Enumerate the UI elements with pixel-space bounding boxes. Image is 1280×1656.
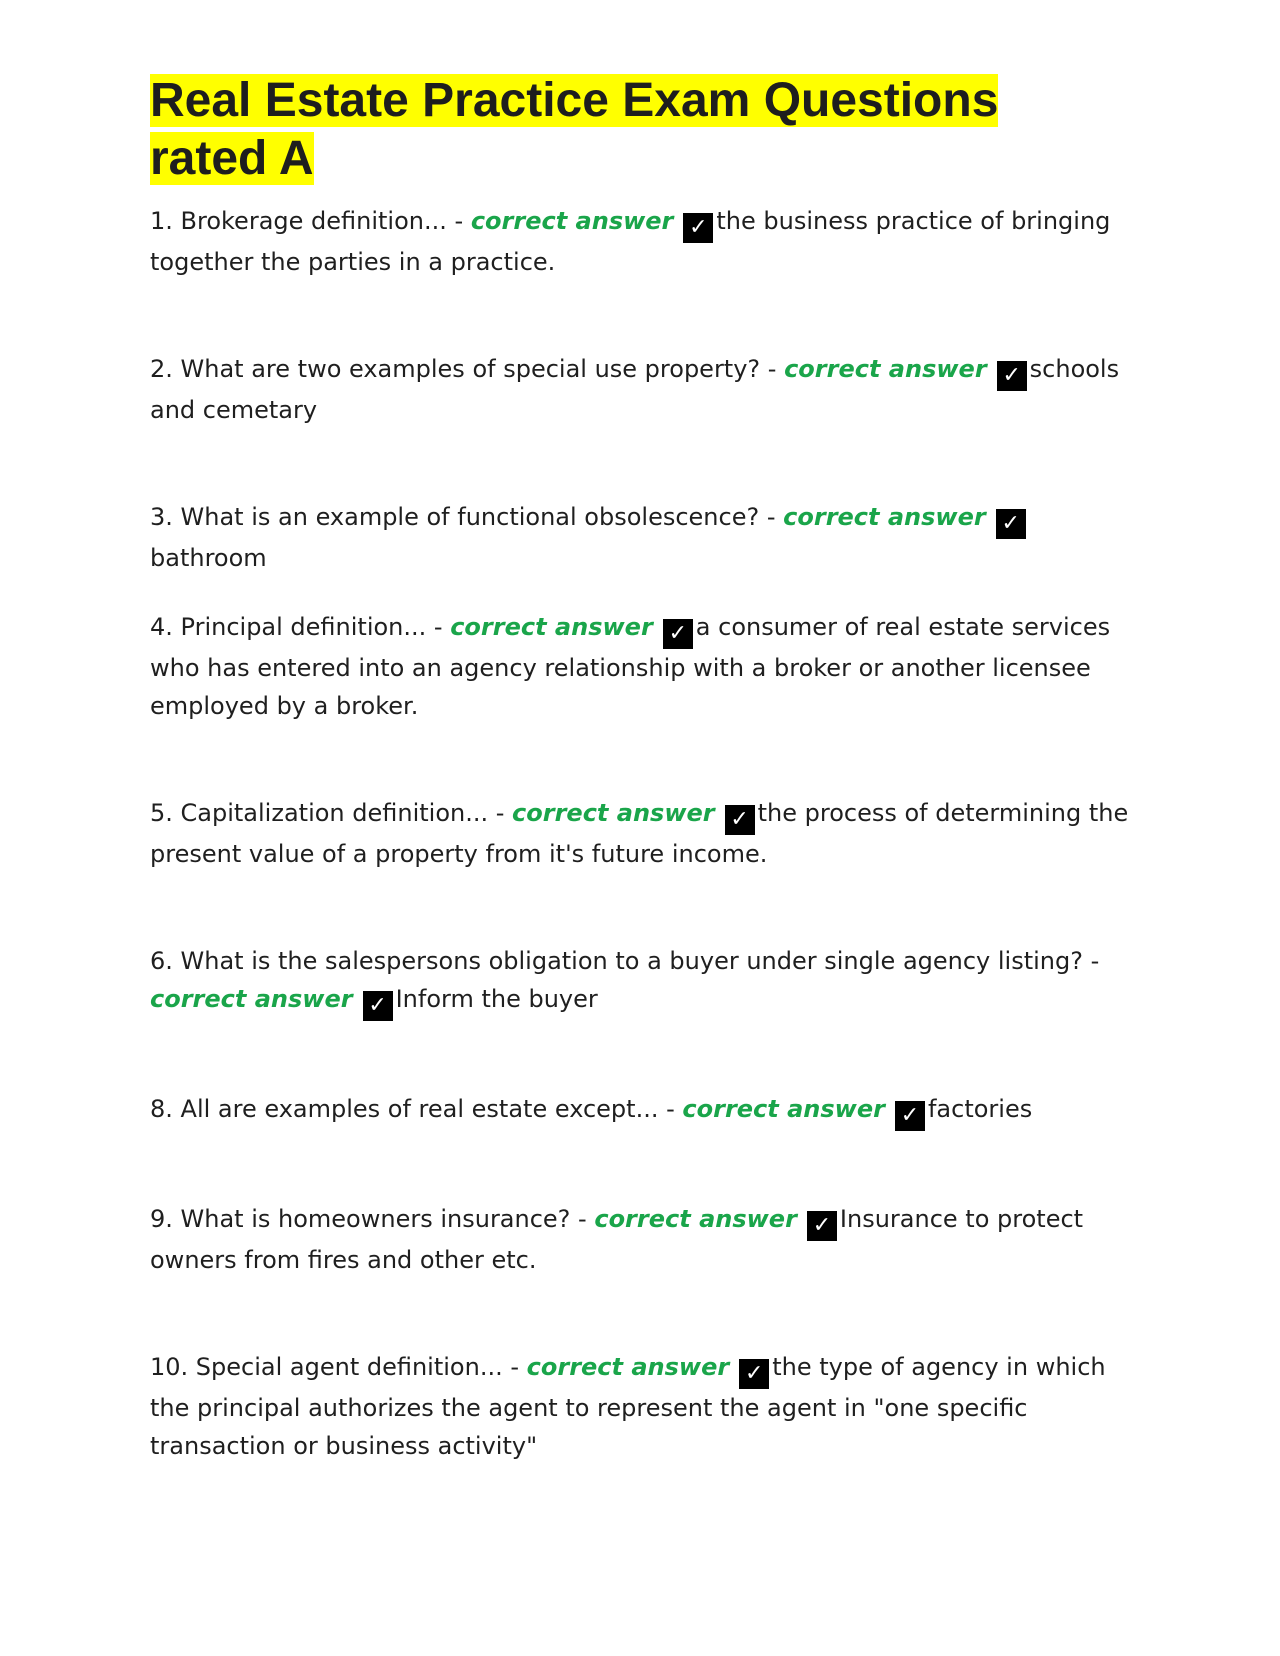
question-text: 8. All are examples of real estate except... - bbox=[150, 1095, 683, 1123]
title-text: Real Estate Practice Exam Questions rated A bbox=[150, 74, 999, 185]
correct-answer-label: correct answer bbox=[526, 1353, 730, 1381]
question-text: 2. What are two examples of special use property? - bbox=[150, 355, 785, 383]
answer-text: factories bbox=[927, 1095, 1033, 1123]
document-page bbox=[150, 72, 1130, 1460]
answer-text: Insurance to protect owners from fires and other etc. bbox=[150, 1205, 1084, 1274]
checkmark-icon: ✓ bbox=[663, 619, 693, 649]
correct-answer-label: correct answer bbox=[783, 503, 986, 531]
question-text: 1. Brokerage definition... - bbox=[150, 207, 471, 235]
correct-answer-label: correct answer bbox=[512, 799, 715, 827]
correct-answer-label: correct answer bbox=[682, 1095, 885, 1123]
checkmark-icon: ✓ bbox=[895, 1101, 925, 1131]
answer-text: Inform the buyer bbox=[395, 985, 598, 1013]
checkmark-icon: ✓ bbox=[683, 213, 713, 243]
correct-answer-label: correct answer bbox=[470, 207, 674, 235]
checkmark-icon: ✓ bbox=[807, 1211, 837, 1241]
correct-answer-label: correct answer bbox=[784, 355, 987, 383]
correct-answer-label: correct answer bbox=[150, 985, 353, 1013]
checkmark-icon: ✓ bbox=[739, 1359, 769, 1389]
answer-text: the type of agency in which the principal authorizes the agent to represent the agent in "one specific transaction or business activity" bbox=[150, 1353, 1106, 1460]
qa-item bbox=[150, 350, 1130, 429]
checkmark-icon: ✓ bbox=[363, 991, 393, 1021]
question-text: 3. What is an example of functional obsolescence? - bbox=[150, 503, 784, 531]
document-title bbox=[150, 72, 1050, 188]
checkmark-icon: ✓ bbox=[996, 509, 1026, 539]
correct-answer-label: correct answer bbox=[450, 613, 653, 641]
answer-text: bathroom bbox=[150, 544, 267, 572]
qa-item bbox=[150, 1348, 1130, 1465]
question-text: 6. What is the salespersons obligation to a buyer under single agency listing? - bbox=[150, 947, 1100, 975]
qa-item bbox=[150, 1090, 1130, 1131]
question-text: 9. What is homeowners insurance? - bbox=[150, 1205, 595, 1233]
qa-item bbox=[150, 202, 1130, 281]
answer-text: the process of determining the present value of a property from it's future income. bbox=[150, 799, 1129, 868]
answer-text: the business practice of bringing together the parties in a practice. bbox=[150, 207, 1111, 276]
qa-item bbox=[150, 794, 1130, 873]
qa-item bbox=[150, 498, 1130, 577]
qa-item bbox=[150, 942, 1130, 1021]
qa-item bbox=[150, 608, 1130, 725]
question-text: 10. Special agent definition... - bbox=[150, 1353, 527, 1381]
answer-text: a consumer of real estate services who has entered into an agency relationship with a broker or another licensee employed by a broker. bbox=[150, 613, 1111, 720]
answer-text: schools and cemetary bbox=[150, 355, 1120, 424]
question-text: 5. Capitalization definition... - bbox=[150, 799, 513, 827]
checkmark-icon: ✓ bbox=[997, 361, 1027, 391]
question-text: 4. Principal definition... - bbox=[150, 613, 451, 641]
qa-item bbox=[150, 1200, 1130, 1279]
checkmark-icon: ✓ bbox=[725, 805, 755, 835]
correct-answer-label: correct answer bbox=[594, 1205, 797, 1233]
